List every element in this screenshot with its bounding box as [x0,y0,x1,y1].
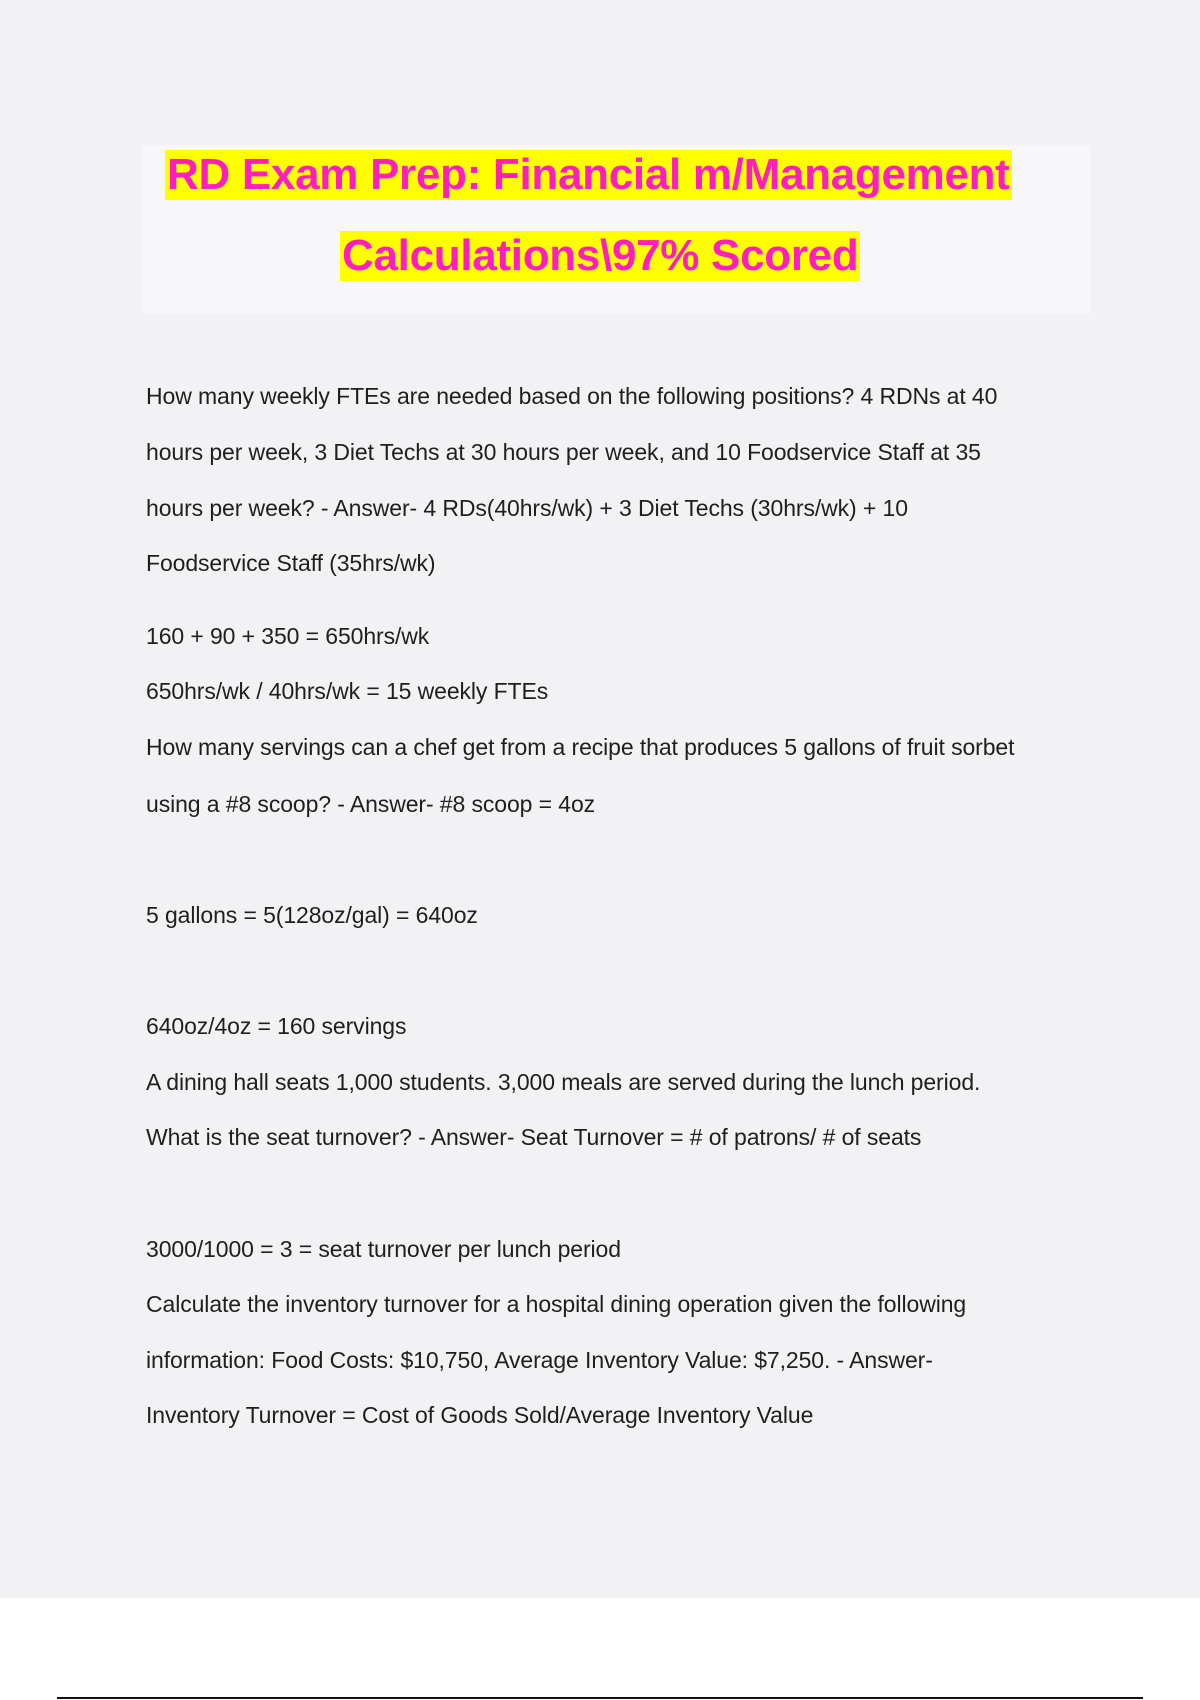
body-line: 640oz/4oz = 160 servings [146,1013,407,1039]
document-title-line-1: RD Exam Prep: Financial m/Management [167,150,1010,199]
body-line: 5 gallons = 5(128oz/gal) = 640oz [146,902,478,928]
body-line: What is the seat turnover? - Answer- Seat Turnover = # of patrons/ # of seats [146,1124,922,1150]
title-block [143,145,1091,314]
body-line: information: Food Costs: $10,750, Average Inventory Value: $7,250. - Answer- [146,1347,933,1373]
body-line: using a #8 scoop? - Answer- #8 scoop = 4oz [146,791,596,817]
body-line: How many servings can a chef get from a recipe that produces 5 gallons of fruit sorbet [146,734,1015,760]
body-line: 3000/1000 = 3 = seat turnover per lunch period [146,1236,621,1262]
body-line: Foodservice Staff (35hrs/wk) [146,550,436,576]
footer-divider [57,1697,1143,1699]
body-line: hours per week? - Answer- 4 RDs(40hrs/wk) + 3 Diet Techs (30hrs/wk) + 10 [146,495,908,521]
document-title-line-2: Calculations\97% Scored [342,231,859,280]
body-line: 160 + 90 + 350 = 650hrs/wk [146,623,430,649]
body-line: 650hrs/wk / 40hrs/wk = 15 weekly FTEs [146,678,549,704]
body-line: Calculate the inventory turnover for a hospital dining operation given the following [146,1291,967,1317]
body-line: Inventory Turnover = Cost of Goods Sold/Average Inventory Value [146,1402,814,1428]
body-line: How many weekly FTEs are needed based on the following positions? 4 RDNs at 40 [146,383,998,409]
body-line: hours per week, 3 Diet Techs at 30 hours per week, and 10 Foodservice Staff at 35 [146,439,981,465]
body-line: A dining hall seats 1,000 students. 3,000 meals are served during the lunch period. [146,1069,981,1095]
